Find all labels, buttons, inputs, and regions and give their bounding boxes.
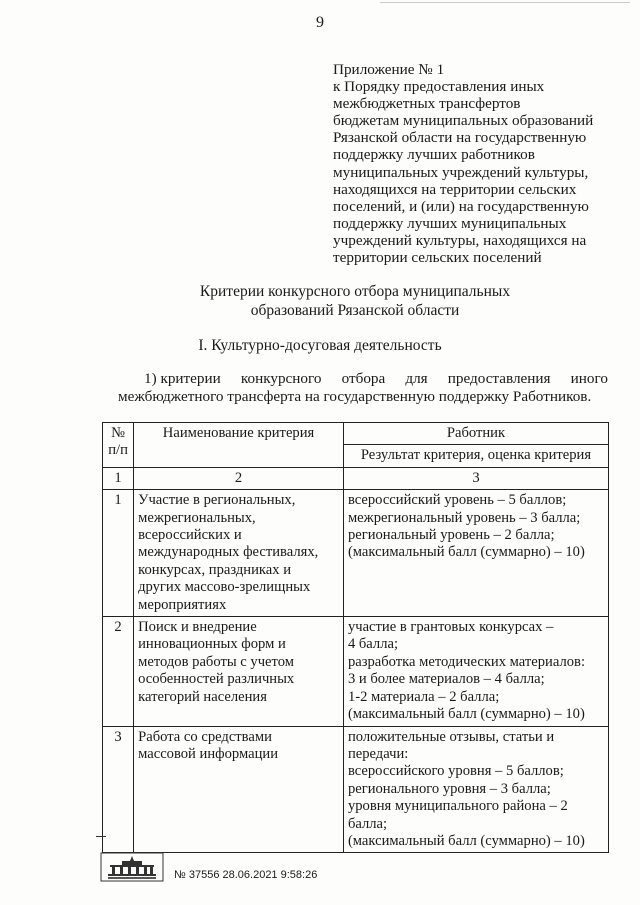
result-cell [343, 726, 608, 853]
result-line: балла; [347, 815, 388, 832]
row-number: 2 [103, 617, 134, 726]
intro-word: предоставления [447, 370, 551, 387]
criterion-line: конкурсах, праздниках и [138, 561, 292, 578]
appendix-line: поселений, и (или) на государственную [333, 197, 589, 215]
result-line: 4 балла; [347, 636, 399, 653]
criterion-line: массовой информации [138, 745, 279, 762]
table-header-row [103, 423, 609, 445]
intro-line: межбюджетного трансферта на государственную поддержку Работников. [118, 388, 592, 405]
criterion-line: межрегиональных, [138, 509, 256, 526]
appendix-line: к Порядку предоставления иных [333, 78, 545, 96]
result-line: 1-2 материала – 2 балла; [347, 688, 500, 705]
result-line: 3 и более материалов – 4 балла; [347, 671, 545, 688]
document-registration-stamp: № 37556 28.06.2021 9:58:26 [174, 869, 318, 881]
criterion-line: особенностей различных [138, 671, 295, 688]
table-row [103, 490, 609, 617]
criterion-line: мероприятиях [138, 596, 227, 613]
intro-paragraph [118, 370, 608, 406]
result-line: уровня муниципального района – 2 [347, 798, 568, 815]
result-line: положительные отзывы, статьи и [347, 728, 555, 745]
result-line: всероссийский уровень – 5 баллов; [347, 492, 567, 509]
criteria-title-line: Критерии конкурсного отбора муниципальных [199, 283, 511, 300]
appendix-line: Рязанской области на государственную [333, 129, 587, 147]
intro-word: иного [570, 370, 608, 387]
result-line: (максимальный балл (суммарно) – 10) [347, 832, 585, 849]
intro-line-justified [118, 370, 608, 388]
table-numbering-row [103, 467, 609, 489]
page-number: 9 [316, 14, 324, 31]
result-line: всероссийского уровня – 5 баллов; [347, 763, 564, 780]
criterion-line: Поиск и внедрение [138, 619, 257, 636]
section-title: I. Культурно-досуговая деятельность [198, 337, 442, 354]
government-building-stamp-icon [100, 852, 164, 882]
result-cell [343, 490, 608, 617]
result-line: передачи: [347, 745, 409, 762]
intro-word: конкурсного [240, 370, 322, 387]
column-number: 2 [134, 467, 344, 489]
table-row [103, 617, 609, 726]
result-line: (максимальный балл (суммарно) – 10) [347, 544, 585, 561]
header-result: Результат критерия, оценка критерия [343, 445, 608, 467]
appendix-header [333, 61, 623, 266]
intro-word: отбора [341, 370, 386, 387]
margin-mark [96, 836, 106, 837]
criterion-line: Работа со средствами [138, 728, 272, 745]
appendix-line: муниципальных учреждений культуры, [333, 163, 589, 181]
result-line: регионального уровня – 3 балла; [347, 780, 551, 797]
header-worker: Работник [343, 423, 608, 445]
criterion-name-cell [134, 490, 344, 617]
intro-word: для [405, 370, 428, 387]
appendix-line: находящихся на территории сельских [333, 180, 577, 198]
appendix-line: учреждений культуры, находящихся на [333, 231, 587, 249]
result-line: разработка методических материалов: [347, 653, 585, 670]
column-number: 3 [343, 467, 608, 489]
appendix-line: поддержку лучших муниципальных [333, 214, 567, 232]
result-line: участие в грантовых конкурсах – [347, 619, 554, 636]
criteria-title-line: образований Рязанской области [250, 301, 460, 319]
intro-word: 1) критерии [144, 370, 221, 387]
criterion-line: международных фестивалях, [138, 544, 319, 561]
criterion-line: всероссийских и [138, 527, 242, 544]
appendix-line: бюджетам муниципальных образований [333, 112, 594, 130]
result-line: региональный уровень – 2 балла; [347, 527, 555, 544]
criterion-line: других массово-зрелищных [138, 579, 311, 596]
column-number: 1 [103, 467, 134, 489]
table-row [103, 726, 609, 853]
appendix-line: межбюджетных трансфертов [333, 95, 521, 113]
result-line: (максимальный балл (суммарно) – 10) [347, 706, 585, 723]
header-num: № п/п [103, 423, 134, 468]
row-number: 3 [103, 726, 134, 853]
criteria-title [150, 283, 560, 320]
criteria-table [102, 422, 609, 853]
appendix-line: Приложение № 1 [333, 61, 445, 78]
header-criterion-name: Наименование критерия [134, 423, 344, 468]
result-cell [343, 617, 608, 726]
criterion-line: методов работы с учетом [138, 653, 294, 670]
criterion-line: Участие в региональных, [138, 492, 296, 509]
result-line: межрегиональный уровень – 3 балла; [347, 509, 581, 526]
row-number: 1 [103, 490, 134, 617]
criterion-name-cell [134, 726, 344, 853]
appendix-line: поддержку лучших работников [333, 146, 535, 164]
criterion-line: инновационных форм и [138, 636, 286, 653]
scan-artifact-line [380, 2, 630, 3]
appendix-line: территории сельских поселений [333, 249, 542, 267]
document-footer [100, 852, 400, 886]
criterion-name-cell [134, 617, 344, 726]
criterion-line: категорий населения [138, 688, 267, 705]
